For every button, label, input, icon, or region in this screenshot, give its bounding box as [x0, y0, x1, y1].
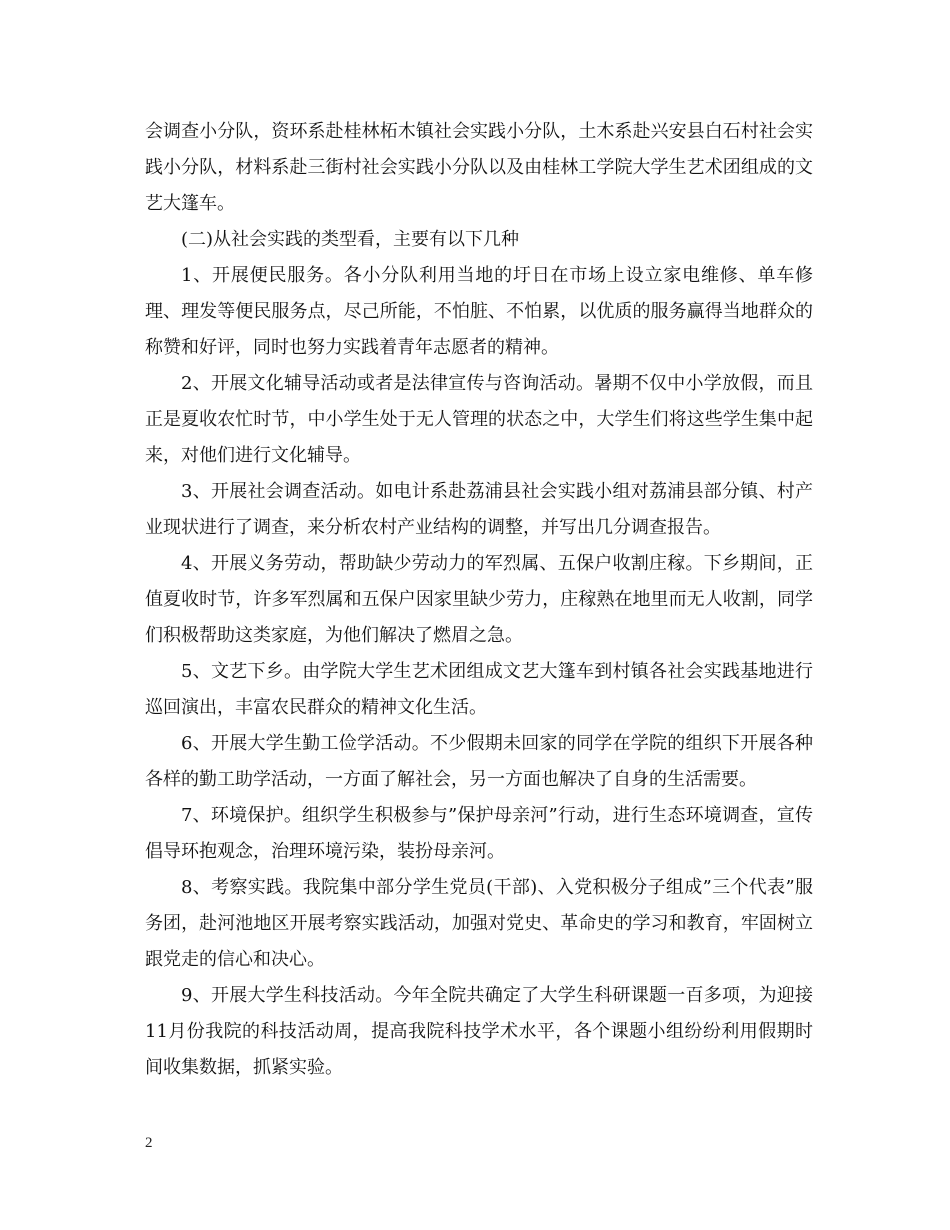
- document-body: [145, 114, 813, 1086]
- paragraph-4: 2、开展文化辅导活动或者是法律宣传与咨询活动。暑期不仅中小学放假，而且正是夏收农忙时节，中小学生处于无人管理的状态之中，大学生们将这些学生集中起来，对他们进行文化辅导。: [145, 373, 813, 466]
- paragraph-2: (二)从社会实践的类型看，主要有以下几种: [181, 229, 520, 250]
- paragraph-7: 5、文艺下乡。由学院大学生艺术团组成文艺大篷车到村镇各社会实践基地进行巡回演出，丰富农民群众的精神文化生活。: [145, 661, 813, 718]
- paragraph-5: 3、开展社会调查活动。如电计系赴荔浦县社会实践小组对荔浦县部分镇、村产业现状进行了调查，来分析农村产业结构的调整，并写出几分调查报告。: [145, 481, 813, 538]
- paragraph-9: 7、环境保护。组织学生积极参与”保护母亲河”行动，进行生态环境调查，宣传倡导环抱观念，治理环境污染，装扮母亲河。: [145, 805, 813, 862]
- paragraph-3: 1、开展便民服务。各小分队利用当地的圩日在市场上设立家电维修、单车修理、理发等便民服务点，尽己所能，不怕脏、不怕累，以优质的服务赢得当地群众的称赞和好评，同时也努力实践着青年志愿者的精神。: [145, 265, 813, 358]
- paragraph-6: 4、开展义务劳动，帮助缺少劳动力的军烈属、五保户收割庄稼。下乡期间，正值夏收时节，许多军烈属和五保户因家里缺少劳力，庄稼熟在地里而无人收割，同学们积极帮助这类家庭，为他们解决了燃眉之急。: [145, 553, 813, 646]
- paragraph-1: 会调查小分队，资环系赴桂林柘木镇社会实践小分队，土木系赴兴安县白石村社会实践小分队，材料系赴三街村社会实践小分队以及由桂林工学院大学生艺术团组成的文艺大篷车。: [145, 121, 813, 214]
- paragraph-11: 9、开展大学生科技活动。今年全院共确定了大学生科研课题一百多项，为迎接11月份我院的科技活动周，提高我院科技学术水平，各个课题小组纷纷利用假期时间收集数据，抓紧实验。: [145, 985, 813, 1078]
- page-number: 2: [145, 1135, 153, 1151]
- paragraph-8: 6、开展大学生勤工俭学活动。不少假期未回家的同学在学院的组织下开展各种各样的勤工助学活动，一方面了解社会，另一方面也解决了自身的生活需要。: [145, 733, 813, 790]
- paragraph-10: 8、考察实践。我院集中部分学生党员(干部)、入党积极分子组成”三个代表”服务团，赴河池地区开展考察实践活动，加强对党史、革命史的学习和教育，牢固树立跟党走的信心和决心。: [145, 877, 813, 970]
